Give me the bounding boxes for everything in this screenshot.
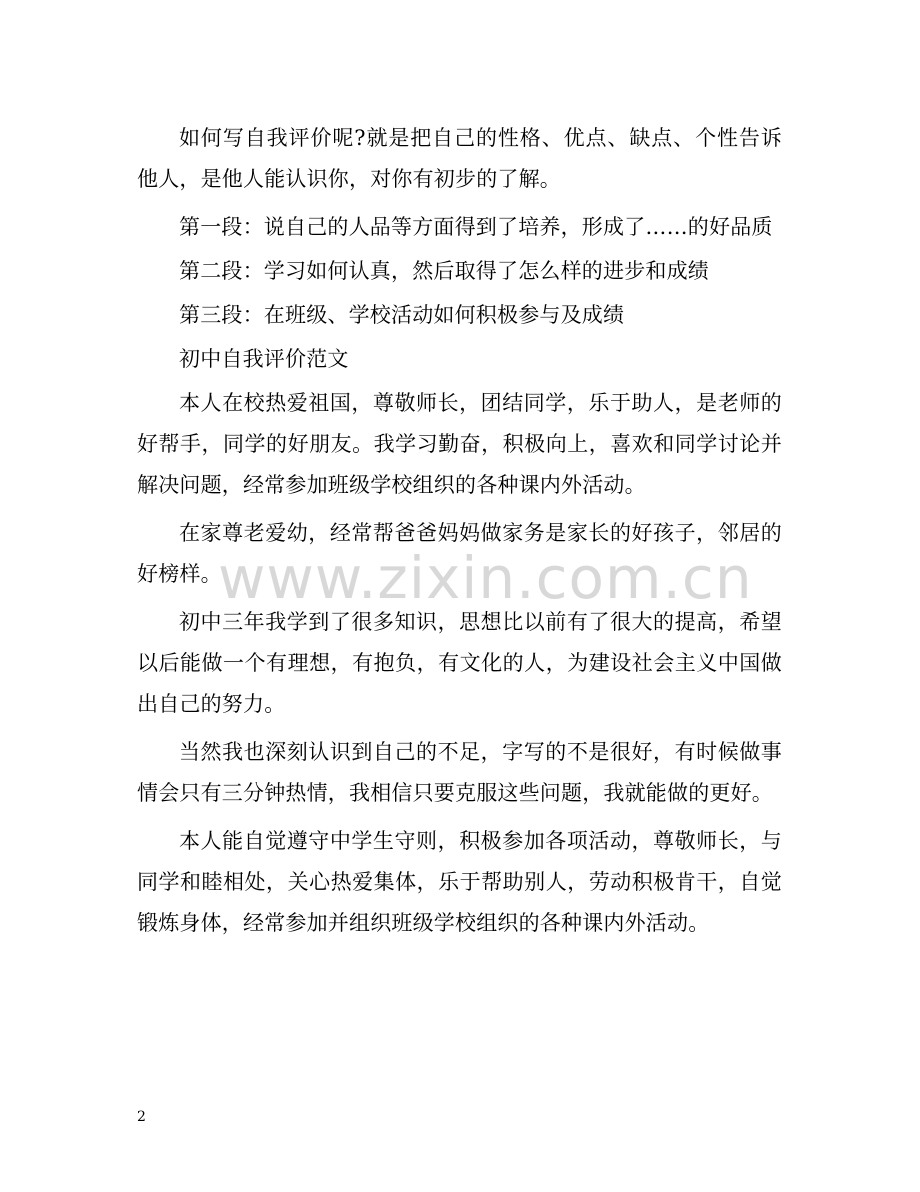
body-paragraph: 当然我也深刻认识到自己的不足，字写的不是很好，有时候做事情会只有三分钟热情，我相信只要克服这些问题，我就能做的更好。 — [137, 740, 782, 805]
body-paragraph: 在家尊老爱幼，经常帮爸爸妈妈做家务是家长的好孩子，邻居的好榜样。 — [137, 521, 782, 586]
outline-third-paragraph: 第三段：在班级、学校活动如何积极参与及成绩 — [179, 303, 625, 327]
section-heading: 初中自我评价范文 — [179, 347, 349, 371]
intro-paragraph: 如何写自我评价呢?就是把自己的性格、优点、缺点、个性告诉他人，是他人能认识你，对你有初步的了解。 — [137, 126, 782, 191]
document-body — [137, 118, 782, 951]
body-paragraph: 初中三年我学到了很多知识，思想比以前有了很大的提高，希望以后能做一个有理想，有抱负，有文化的人，为建设社会主义中国做出自己的努力。 — [137, 610, 782, 716]
body-paragraph: 本人在校热爱祖国，尊敬师长，团结同学，乐于助人，是老师的好帮手，同学的好朋友。我学习勤奋，积极向上，喜欢和同学讨论并解决问题，经常参加班级学校组织的各种课内外活动。 — [137, 391, 782, 497]
body-paragraph: 本人能自觉遵守中学生守则，积极参加各项活动，尊敬师长，与同学和睦相处，关心热爱集体，乐于帮助别人，劳动积极肯干，自觉锻炼身体，经常参加并组织班级学校组织的各种课内外活动。 — [137, 829, 782, 935]
outline-first-paragraph: 第一段：说自己的人品等方面得到了培养，形成了……的好品质 — [179, 215, 773, 239]
page-number: 2 — [137, 1109, 146, 1125]
outline-second-paragraph: 第二段：学习如何认真，然后取得了怎么样的进步和成绩 — [179, 259, 709, 283]
watermark: www.zixin.com.cn — [218, 544, 753, 612]
